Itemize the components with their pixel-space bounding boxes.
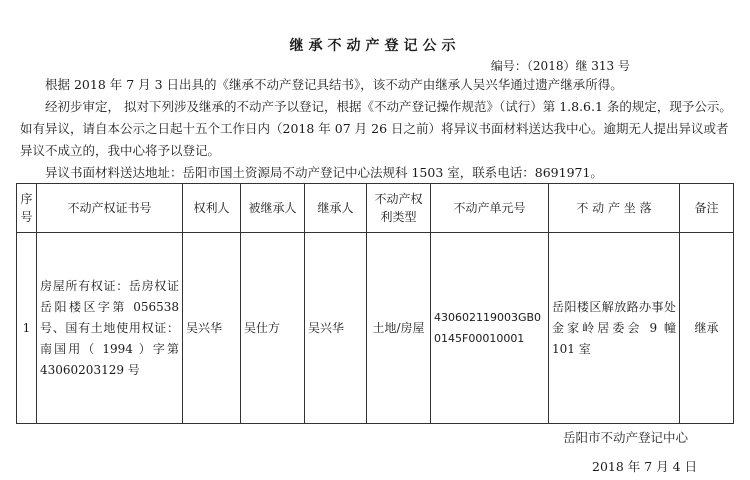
cell-location: 岳阳楼区解放路办事处金家岭居委会 9 幢 101 室 (549, 233, 680, 424)
table-row (17, 233, 734, 424)
header-seq: 序号 (17, 184, 37, 233)
header-location: 不 动 产 坐 落 (549, 184, 680, 233)
table-header-row (17, 184, 734, 233)
header-decedent: 被继承人 (241, 184, 305, 233)
header-owner: 权利人 (183, 184, 241, 233)
cell-seq: 1 (17, 233, 37, 424)
document-number: 编号：（2018）继 313 号 (490, 59, 630, 73)
cell-owner: 吴兴华 (183, 233, 241, 424)
header-right-type: 不动产权利类型 (367, 184, 431, 233)
property-table (16, 183, 734, 424)
header-remark: 备注 (680, 184, 734, 233)
header-certificate: 不动产权证书号 (37, 184, 183, 233)
cell-certificate: 房屋所有权证：岳房权证岳阳楼区字第 056538 号、国有土地使用权证：南国用（ 1994 ）字第 43060203129 号 (37, 233, 183, 424)
paragraph-basis: 根据 2018 年 7 月 3 日出具的《继承不动产登记具结书》，该不动产由继承人吴兴华通过遗产继承所得。 (45, 77, 623, 92)
header-heir: 继承人 (305, 184, 367, 233)
issuer-name: 岳阳市不动产登记中心 (563, 430, 689, 445)
cell-unit-number: 430602119003GB00145F00010001 (431, 233, 549, 424)
paragraph-address: 异议书面材料送达地址：岳阳市国土资源局不动产登记中心法规科 1503 室，联系电话：8691971。 (45, 165, 603, 180)
header-unit-number: 不动产单元号 (431, 184, 549, 233)
document-title: 继承不动产登记公示 (289, 38, 461, 54)
cell-right-type: 土地/房屋 (367, 233, 431, 424)
cell-decedent: 吴仕方 (241, 233, 305, 424)
issue-date: 2018 年 7 月 4 日 (592, 459, 698, 474)
cell-heir: 吴兴华 (305, 233, 367, 424)
cell-remark: 继承 (680, 233, 734, 424)
paragraph-notice: 经初步审定， 拟对下列涉及继承的不动产予以登记，根据《不动产登记操作规范》（试行）第 1.8.6.1 条的规定，现予公示。如有异议，请自本公示之日起十五个工作日内（2018 年 07 月 26 日之前）将异议书面材料送达我中心。逾期无人提出异议或者异议不成立的，我中心将予以登记。 (20, 99, 732, 158)
